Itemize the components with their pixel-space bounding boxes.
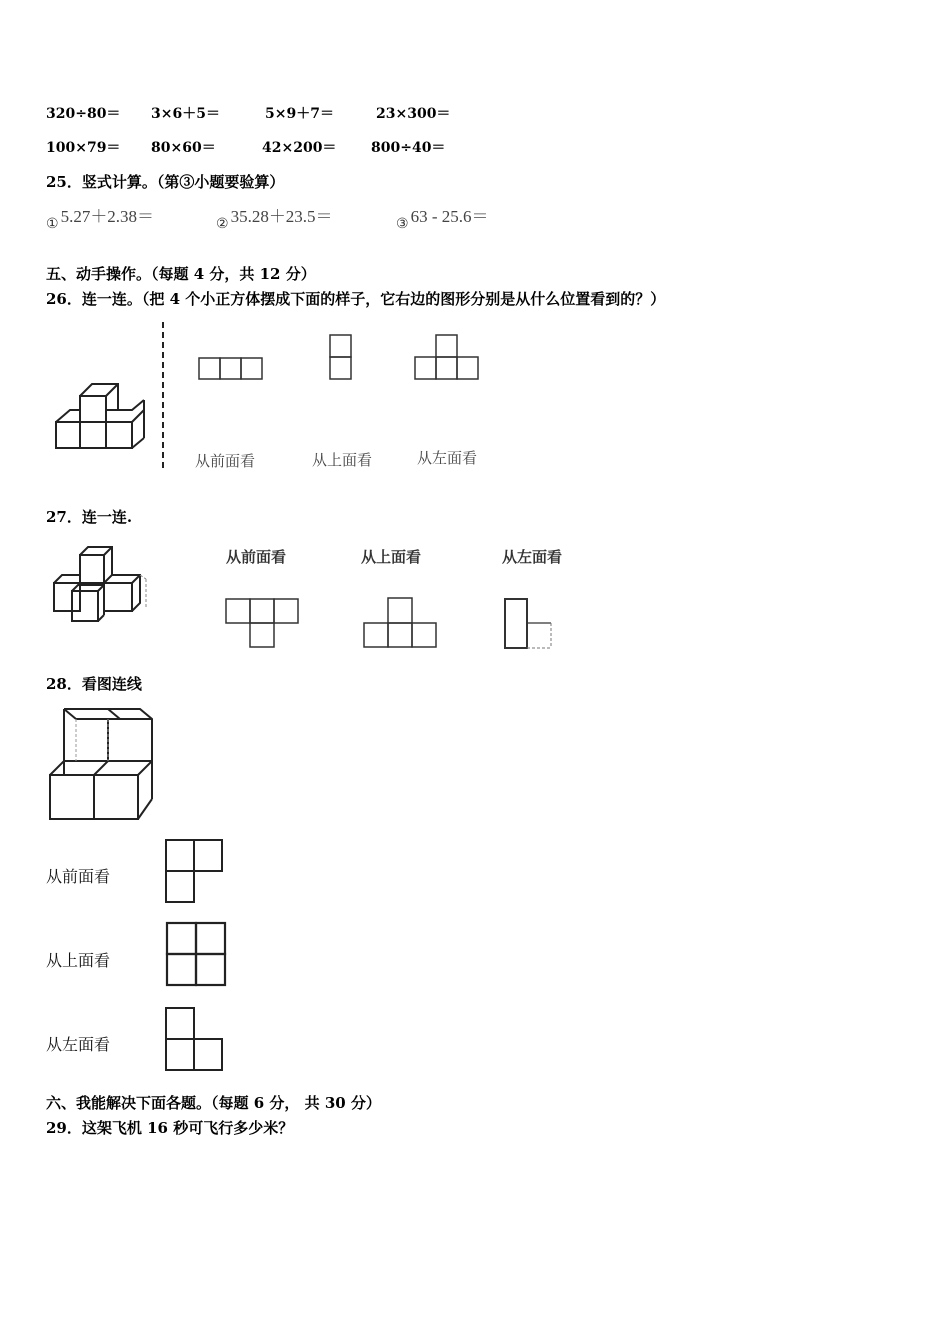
q29-title: 29．这架飞机 16 秒可飞行多少米？: [46, 1119, 294, 1137]
calc-item: 320÷80＝: [46, 106, 121, 122]
q26-cube-figure: [52, 380, 148, 450]
q26-label-top: 从上面看: [312, 451, 373, 469]
q26-view-t-shape: [413, 333, 483, 381]
q28-title: 28．看图连线: [46, 675, 142, 693]
q27-label-left: 从左面看: [502, 548, 563, 566]
q26-view-row-of-three: [197, 356, 267, 382]
q26-view-column-of-two: [328, 333, 354, 381]
q28-view-left-shape: [164, 1006, 226, 1074]
q26-title: 26．连一连。（把 4 个小正方体摆成下面的样子，它右边的图形分别是从什么位置看到的？）: [46, 290, 666, 308]
item-number: ①: [46, 217, 59, 232]
q28-label-top: 从上面看: [46, 951, 111, 970]
q26-label-left: 从左面看: [417, 449, 478, 467]
q28-label-front: 从前面看: [46, 867, 111, 886]
calc-item: 5×9＋7＝: [265, 106, 334, 122]
item-expression: 35.28＋23.5＝: [230, 207, 333, 226]
q25-title: 25．竖式计算。（第③小题要验算）: [46, 173, 285, 191]
calc-item: 100×79＝: [46, 140, 121, 156]
q27-cube-figure: [50, 545, 150, 625]
section5-title: 五、动手操作。（每题 4 分，共 12 分）: [46, 265, 316, 283]
q27-view-front-shape: [224, 597, 302, 651]
q26-label-front: 从前面看: [195, 452, 256, 470]
q27-view-top-shape: [362, 596, 440, 650]
calc-item: 800÷40＝: [371, 140, 446, 156]
q28-view-top-shape: [165, 921, 229, 989]
q27-label-top: 从上面看: [361, 548, 422, 566]
item-expression: 5.27＋2.38＝: [60, 207, 155, 226]
item-number: ③: [396, 217, 409, 232]
q28-view-front-shape: [164, 838, 226, 906]
q28-cube-figure: [46, 705, 158, 823]
q27-label-front: 从前面看: [226, 548, 287, 566]
q27-title: 27．连一连.: [46, 508, 133, 526]
calc-item: 42×200＝: [262, 140, 337, 156]
item-number: ②: [216, 217, 229, 232]
q27-view-left-shape: [503, 597, 555, 651]
calc-item: 3×6＋5＝: [151, 106, 220, 122]
q25-item-2: [216, 202, 333, 233]
q28-label-left: 从左面看: [46, 1035, 111, 1054]
q26-dashed-divider: [160, 322, 166, 468]
q25-item-3: [396, 202, 488, 233]
calc-item: 80×60＝: [151, 140, 216, 156]
q25-item-1: [46, 202, 154, 233]
section6-title: 六、我能解决下面各题。（每题 6 分， 共 30 分）: [46, 1094, 381, 1112]
item-expression: 63 - 25.6＝: [410, 207, 489, 226]
calc-item: 23×300＝: [376, 106, 451, 122]
